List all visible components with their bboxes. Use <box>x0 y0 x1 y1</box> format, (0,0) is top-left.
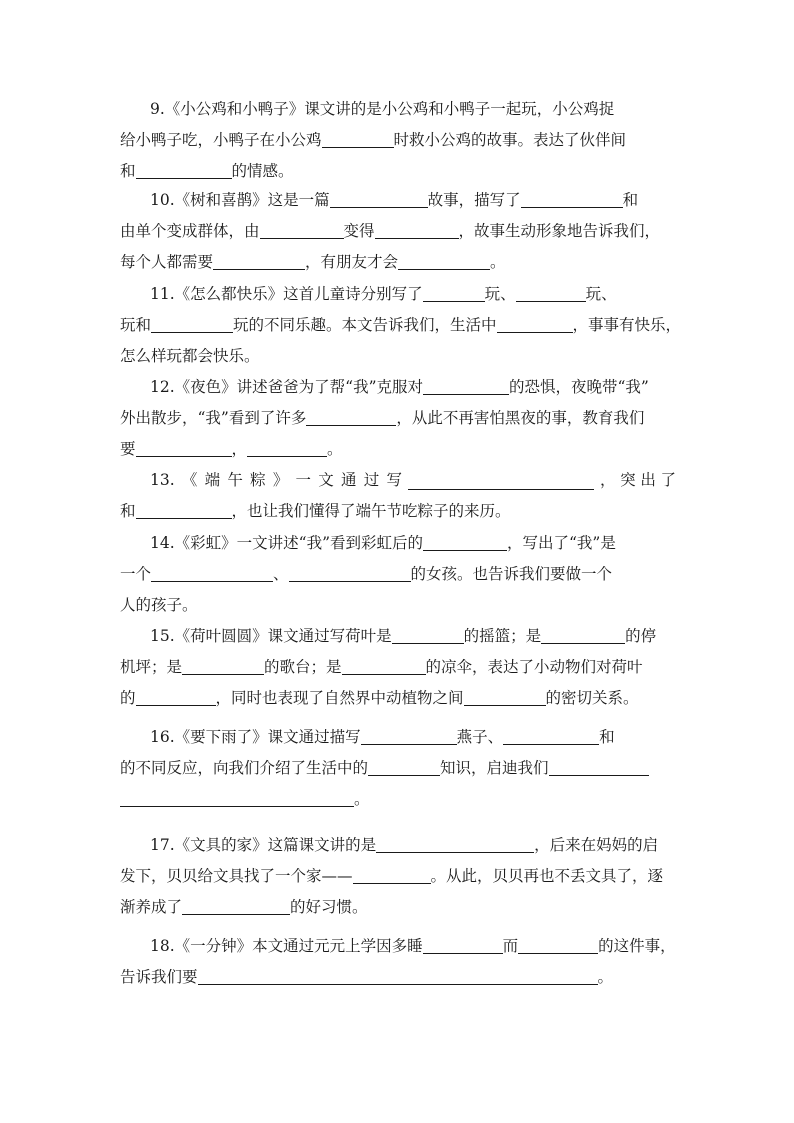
answer-blank[interactable] <box>423 935 503 954</box>
q11-text: 玩的不同乐趣。本文告诉我们，生活中 <box>233 316 497 334</box>
question-14 <box>120 528 676 621</box>
q10-text: ，故事生动形象地告诉我们， <box>458 222 661 240</box>
q9-text: 给小鸭子吃，小鸭子在小公鸡 <box>120 131 322 149</box>
q11-text: 玩、 <box>585 285 617 303</box>
answer-blank[interactable] <box>398 251 490 270</box>
q13-char: 一 <box>295 471 312 489</box>
q10-text: 每个人都需要 <box>120 253 214 271</box>
answer-blank[interactable] <box>289 563 411 582</box>
answer-blank[interactable] <box>376 834 534 853</box>
q13-char: 粽 <box>250 471 266 489</box>
q13-char: 出 <box>640 471 656 489</box>
answer-blank[interactable] <box>136 500 232 519</box>
question-15 <box>120 621 676 714</box>
answer-blank[interactable] <box>497 314 573 333</box>
q10-text: 故事，描写了 <box>427 191 521 209</box>
q13-text: 和 <box>120 502 136 520</box>
answer-blank[interactable] <box>260 220 344 239</box>
q15-text: 的歌台；是 <box>264 658 342 676</box>
q9-text: 的情感。 <box>231 162 294 180</box>
question-10 <box>120 185 676 278</box>
q16-text: 的不同反应，向我们介绍了生活中的 <box>120 759 369 777</box>
answer-blank[interactable] <box>120 788 354 807</box>
q15-text: 机坪；是 <box>120 658 183 676</box>
q12-text: 外出散步，“我”看到了许多 <box>120 409 307 427</box>
q15-text: 15.《荷叶圆圆》课文通过写荷叶是 <box>150 627 392 645</box>
q17-text: 发下，贝贝给文具找了一个家—— <box>120 867 353 885</box>
q11-text: ，事事有快乐， <box>572 316 682 334</box>
q14-text: 一个 <box>120 565 152 583</box>
q13-char: 通 <box>341 471 357 489</box>
q13-char: 过 <box>363 471 380 489</box>
q16-text: 燕子、 <box>456 728 504 746</box>
q12-text: ，从此不再害怕黑夜的事，教育我们 <box>396 409 645 427</box>
answer-blank[interactable] <box>464 687 546 706</box>
q13-char: ， <box>600 471 616 489</box>
q12-text: 12.《夜色》讲述爸爸为了帮“我”克服对 <box>150 378 423 396</box>
q14-text: 的女孩。也告诉我们要做一个 <box>410 565 613 583</box>
answer-blank[interactable] <box>375 220 459 239</box>
q16-text: 知识，启迪我们 <box>440 759 549 777</box>
q9-line1: 9.《小公鸡和小鸭子》课文讲的是小公鸡和小鸭子一起玩，小公鸡捉 <box>150 100 615 118</box>
q12-text: 。 <box>327 440 343 458</box>
answer-blank[interactable] <box>353 865 431 884</box>
q18-text: 告诉我们要 <box>120 968 198 986</box>
answer-blank[interactable] <box>136 160 232 179</box>
answer-blank[interactable] <box>136 687 216 706</box>
answer-blank[interactable] <box>503 726 599 745</box>
question-18 <box>120 931 676 993</box>
answer-blank[interactable] <box>423 532 507 551</box>
answer-blank[interactable] <box>151 314 233 333</box>
q14-text: 、 <box>273 565 289 583</box>
answer-blank[interactable] <box>521 189 623 208</box>
q10-text: 和 <box>622 191 639 209</box>
answer-blank[interactable] <box>541 625 625 644</box>
q15-text: 的摇篮；是 <box>463 627 542 645</box>
q10-text: ，有朋友才会 <box>305 253 399 271</box>
answer-blank[interactable] <box>213 251 305 270</box>
answer-blank[interactable] <box>306 407 396 426</box>
q10-text: 由单个变成群体，由 <box>120 222 260 240</box>
q11-text: 玩和 <box>120 316 152 334</box>
q17-text: 。从此，贝贝再也不丢文具了，逐 <box>430 867 664 885</box>
question-11 <box>120 279 682 372</box>
q11-text: 玩、 <box>484 285 516 303</box>
question-12 <box>120 372 676 465</box>
q12-text: 的恐惧，夜晚带“我” <box>509 378 649 396</box>
q18-text: 而 <box>502 937 519 955</box>
q17-text: ，后来在妈妈的启 <box>534 836 659 854</box>
q13-char: 》 <box>272 471 289 489</box>
answer-blank[interactable] <box>408 471 594 490</box>
q18-text: 的这件事， <box>598 937 676 955</box>
question-16 <box>120 722 676 815</box>
q13-char: 文 <box>318 471 334 489</box>
q17-text: 渐养成了 <box>120 898 183 916</box>
answer-blank[interactable] <box>423 376 509 395</box>
q13-char: 了 <box>660 471 676 489</box>
q10-text: 变得 <box>343 222 375 240</box>
q14-text: 14.《彩虹》一文讲述“我”看到彩虹后的 <box>150 534 423 552</box>
q15-text: ，同时也表现了自然界中动植物之间 <box>215 689 464 707</box>
q15-text: 的 <box>120 689 136 707</box>
answer-blank[interactable] <box>549 757 649 776</box>
answer-blank[interactable] <box>136 438 232 457</box>
q10-text: 10.《树和喜鹊》这是一篇 <box>150 191 330 209</box>
answer-blank[interactable] <box>368 757 440 776</box>
q15-text: 的凉伞，表达了小动物们对荷叶 <box>425 658 643 676</box>
q15-text: 的停 <box>625 627 657 645</box>
q13-char: 写 <box>386 471 402 489</box>
q13-char: 13. <box>150 471 175 489</box>
q16-text: 和 <box>599 728 615 746</box>
answer-blank[interactable] <box>330 189 428 208</box>
q9-text: 时救小公鸡的故事。表达了伙伴间 <box>393 131 627 149</box>
q16-text: 。 <box>354 790 370 808</box>
q17-text: 17.《文具的家》这篇课文讲的是 <box>150 836 377 854</box>
answer-blank[interactable] <box>151 563 273 582</box>
question-17 <box>120 830 676 923</box>
q15-text: 的密切关系。 <box>545 689 639 707</box>
q11-text: 11.《怎么都快乐》这首儿童诗分别写了 <box>150 285 423 303</box>
q10-text: 。 <box>490 253 506 271</box>
q13-char: 端 <box>204 471 221 489</box>
q16-text: 16.《要下雨了》课文通过描写 <box>150 728 361 746</box>
q13-char: 午 <box>227 471 243 489</box>
answer-blank[interactable] <box>518 935 598 954</box>
q17-text: 的好习惯。 <box>290 898 368 916</box>
answer-blank[interactable] <box>198 966 598 985</box>
answer-blank[interactable] <box>361 726 457 745</box>
answer-blank[interactable] <box>182 896 290 915</box>
answer-blank[interactable] <box>392 625 464 644</box>
q14-text: 人的孩子。 <box>120 596 198 614</box>
answer-blank[interactable] <box>342 656 426 675</box>
q12-text: ， <box>231 440 248 458</box>
q9-text: 和 <box>120 162 136 180</box>
answer-blank[interactable] <box>247 438 327 457</box>
answer-blank[interactable] <box>423 283 485 302</box>
q13-spaced-text <box>150 465 402 496</box>
q14-text: ，写出了“我”是 <box>507 534 616 552</box>
question-9 <box>120 94 676 187</box>
answer-blank[interactable] <box>182 656 264 675</box>
question-13 <box>120 465 676 527</box>
q18-text: 18.《一分钟》本文通过元元上学因多睡 <box>150 937 423 955</box>
q18-text: 。 <box>597 968 614 986</box>
q12-text: 要 <box>120 440 136 458</box>
q13-char: 《 <box>181 471 198 489</box>
q11-text: 怎么样玩都会快乐。 <box>120 347 260 365</box>
answer-blank[interactable] <box>516 283 586 302</box>
q13-char: 突 <box>620 471 636 489</box>
q13-spaced-text <box>600 465 676 496</box>
q13-text: ，也让我们懂得了端午节吃粽子的来历。 <box>231 502 511 520</box>
answer-blank[interactable] <box>322 129 394 148</box>
